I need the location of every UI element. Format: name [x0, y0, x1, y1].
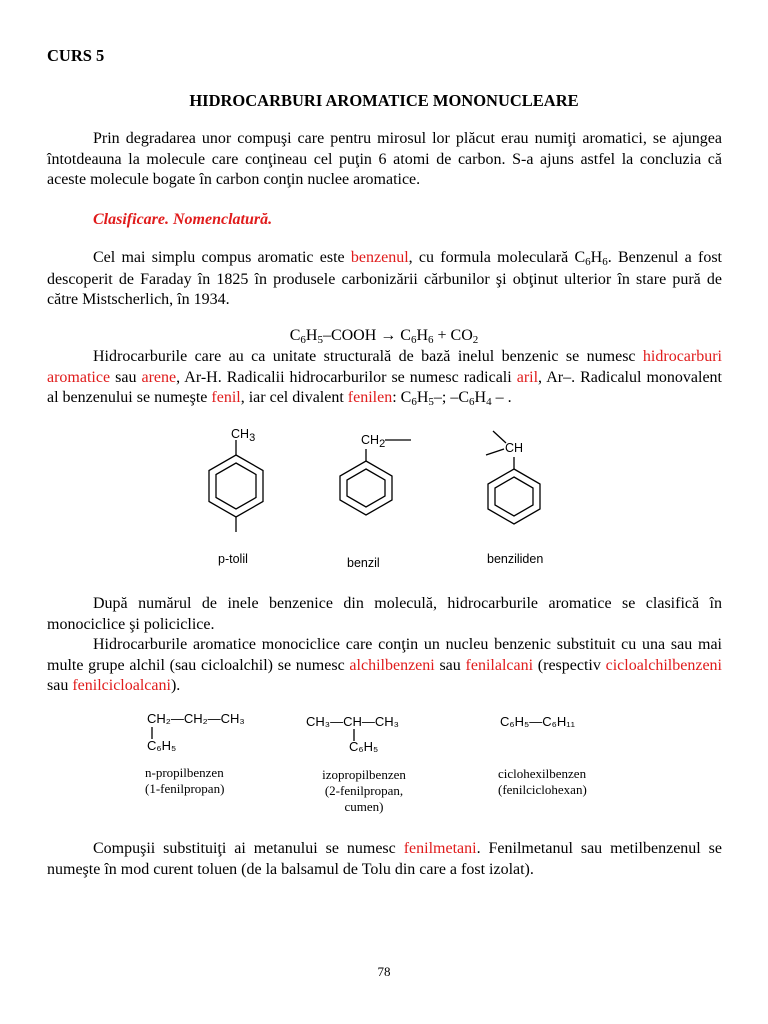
propyl-name: n-propilbenzen (1-fenilpropan)	[145, 765, 225, 796]
alkylbenzenes-paragraph: Hidrocarburile aromatice monociclice care conţin un nucleu benzenic substituit cu una sau mai multe grupe alchil (sau cicloalchil) se numesc alchilbenzeni sau fenilalcani (respectiv cicloalchilbenzeni sau fenilcicloalcani).	[47, 636, 722, 694]
course-number: CURS 5	[47, 46, 105, 65]
propyl-substituent: C₆H₅	[147, 738, 177, 753]
ptolil-structure	[205, 440, 267, 532]
ptolil-name: p-tolil	[218, 552, 248, 566]
benziliden-name: benziliden	[487, 552, 544, 566]
benzil-structure	[337, 436, 413, 516]
classification-paragraph: După numărul de inele benzenice din moleculă, hidrocarburile aromatice se clasifică în monociclice şi policiclice.	[47, 595, 722, 633]
cyclohexyl-formula: C₆H₅—C₆H₁₁	[500, 714, 576, 729]
cyclohexyl-name: ciclohexilbenzen (fenilciclohexan)	[498, 766, 587, 797]
isopropyl-substituent: C₆H₅	[349, 739, 379, 754]
benziliden-ch-label: CH	[505, 441, 524, 455]
page-number: 78	[377, 964, 391, 979]
benzil-name: benzil	[347, 556, 380, 570]
benzene-paragraph: Cel mai simplu compus aromatic este benzenul, cu formula moleculară C6H6. Benzenul a fost descoperit de Faraday în 1825 în produsele carbonizării cărbunilor şi obţinut ulterior în stare pură de către Mistscherlich, în 1934.	[47, 249, 722, 308]
propyl-chain-formula: CH₂—CH₂—CH₃	[147, 711, 245, 726]
reaction-equation: C6H5–COOH → C6H6 + CO2	[289, 327, 479, 346]
benzil-ch2-label: CH2	[361, 433, 386, 450]
phenylmethanes-paragraph: Compuşii substituiţi ai metanului se numesc fenilmetani. Fenilmetanul sau metilbenzenul se numeşte în mod curent toluen (de la balsamul de Tolu din care a fost izolat).	[47, 840, 723, 878]
arenes-paragraph: Hidrocarburile care au ca unitate structurală de bază inelul benzenic se numesc hidrocarburi aromatice sau arene, Ar-H. Radicalii hidrocarburilor se numesc radicali aril, Ar–. Radicalul monovalent al benzenului se numeşte fenil, iar cel divalent fenilen: C6H5–; –C6H4 – .	[47, 348, 723, 408]
reaction-arrow: →	[380, 327, 397, 344]
page-title: HIDROCARBURI AROMATICE MONONUCLEARE	[189, 91, 579, 110]
isopropyl-name: izopropilbenzen (2-fenilpropan, cumen)	[322, 767, 406, 814]
ptolil-ch3-label: CH3	[231, 427, 256, 444]
isopropyl-chain-formula: CH₃—CH—CH₃	[306, 714, 399, 729]
term-benzenul: benzenul	[350, 249, 409, 266]
intro-paragraph: Prin degradarea unor compuşi care pentru mirosul lor plăcut erau numiţi aromatici, se ajungea întotdeauna la molecule care conţineau cel puţin 6 atomi de carbon. S-a ajuns astfel la concluzia că aceste molecule bogate în carbon conţin nuclee aromatice.	[47, 130, 722, 188]
section-heading: Clasificare. Nomenclatură.	[93, 211, 273, 228]
